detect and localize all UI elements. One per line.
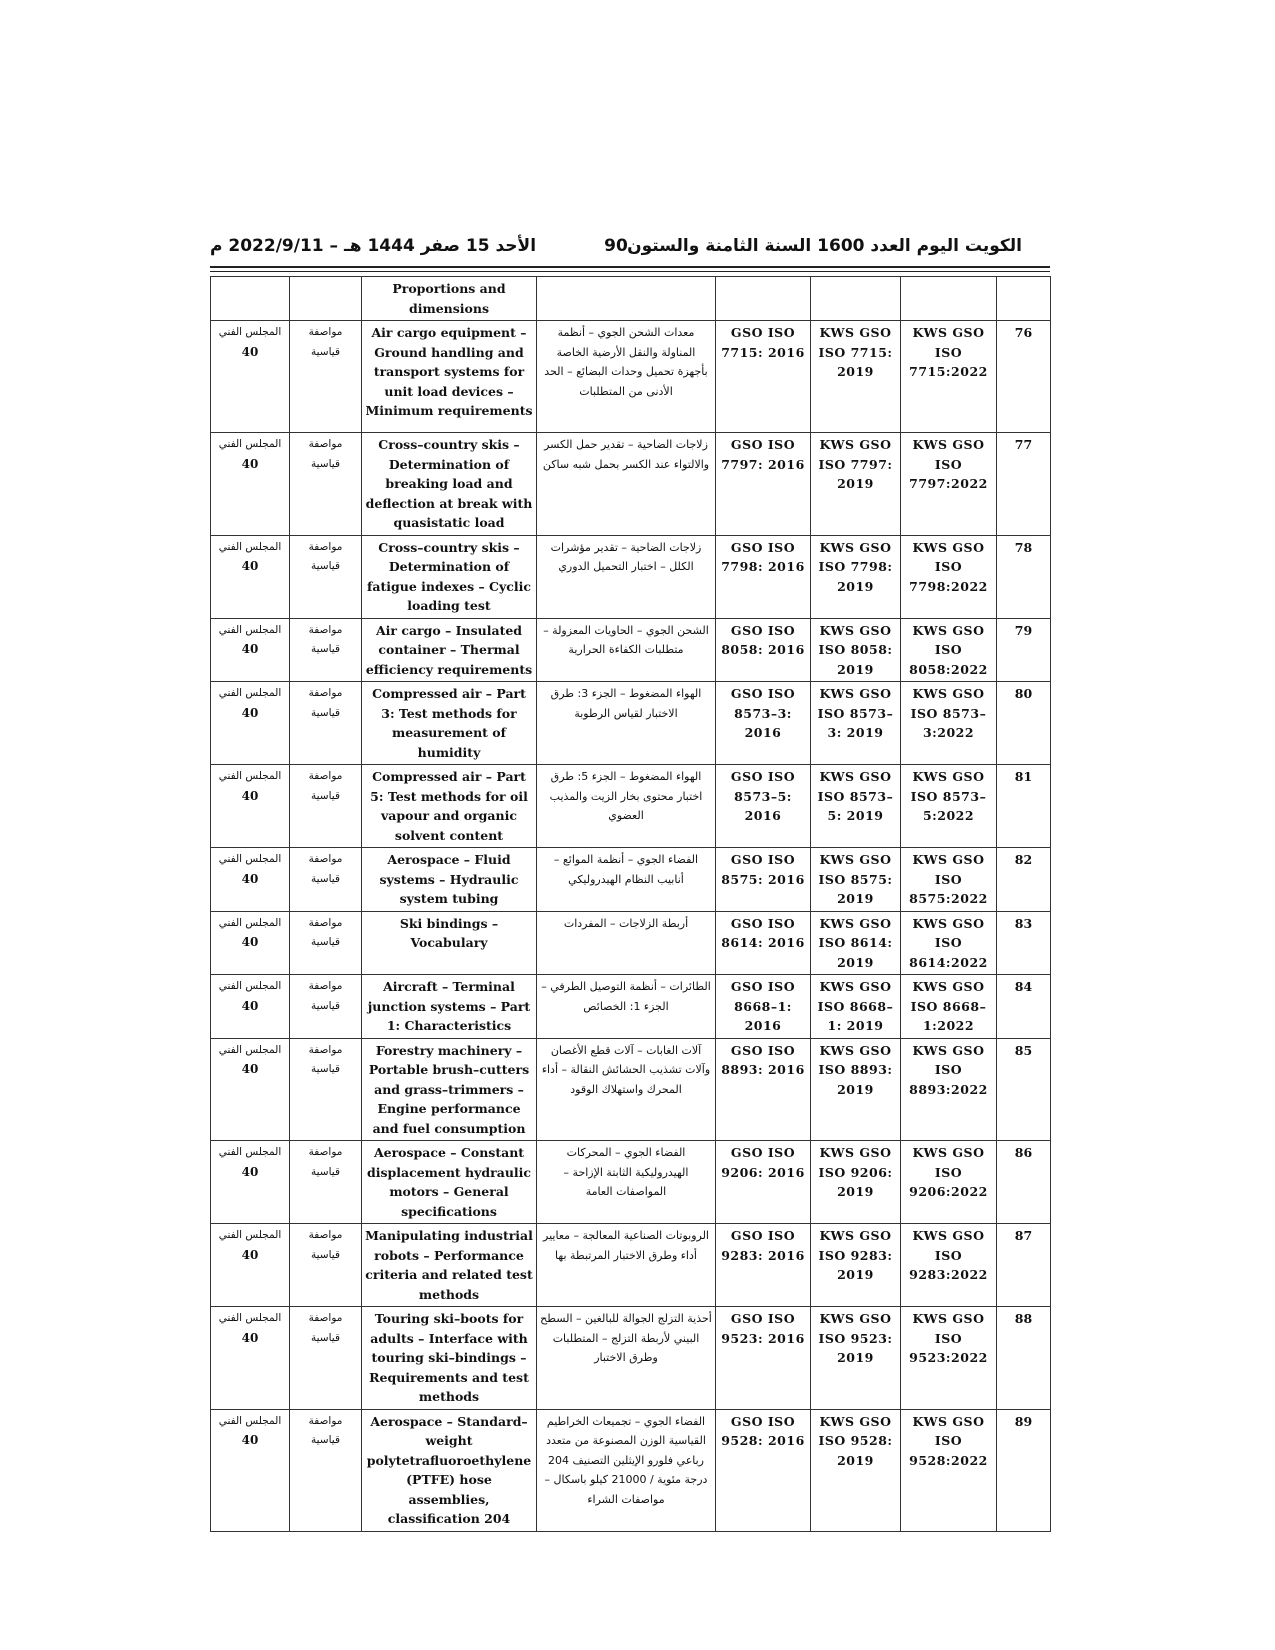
standard-type-cell	[290, 911, 362, 975]
committee-cell	[211, 1224, 290, 1307]
committee-cell	[211, 848, 290, 912]
page-number: 90	[604, 236, 628, 256]
standard-type: مواصفة قياسية	[308, 623, 343, 655]
gso-code-cell	[716, 1307, 811, 1410]
english-title-cell	[362, 1038, 537, 1141]
new-standard-code: KWS GSO ISO 8614:2022	[909, 915, 988, 970]
kws-code-cell	[811, 975, 901, 1039]
english-title: Compressed air – Part 3: Test methods for measurement of humidity	[372, 686, 526, 760]
arabic-title-cell	[537, 321, 716, 433]
kws-code-cell	[811, 1307, 901, 1410]
gso-standard-code: GSO ISO 8575: 2016	[721, 852, 805, 887]
standard-type: مواصفة قياسية	[308, 916, 343, 948]
arabic-title: الطائرات – أنظمة التوصيل الطرفي – الجزء 1: الخصائص	[541, 980, 711, 1013]
row-number-cell	[997, 848, 1051, 912]
standard-type-cell	[290, 848, 362, 912]
kws-code-cell	[811, 535, 901, 618]
committee-cell	[211, 433, 290, 536]
standard-type: مواصفة قياسية	[308, 1043, 343, 1075]
kws-code-cell	[811, 1038, 901, 1141]
cell-empty	[537, 277, 716, 321]
arabic-title: زلاجات الضاحية – تقدير حمل الكسر والالتواء عند الكسر بحمل شبه ساكن	[542, 438, 710, 471]
new-code-cell	[901, 765, 997, 848]
committee-cell	[211, 321, 290, 433]
standard-type: مواصفة قياسية	[308, 687, 343, 719]
gso-code-cell	[716, 682, 811, 765]
committee-name: المجلس الفني	[218, 1414, 282, 1427]
new-standard-code: KWS GSO ISO 8668–1:2022	[910, 979, 987, 1033]
row-number-cell	[997, 321, 1051, 433]
standard-type: مواصفة قياسية	[308, 980, 343, 1012]
committee-cell	[211, 535, 290, 618]
arabic-title: الفضاء الجوي – أنظمة الموائع – أنابيب النظام الهيدروليكي	[553, 853, 699, 886]
row-number-cell	[997, 765, 1051, 848]
standard-type: مواصفة قياسية	[308, 1229, 343, 1261]
kws-standard-code: KWS GSO ISO 9523: 2019	[818, 1311, 893, 1365]
row-number-cell	[997, 1409, 1051, 1531]
new-code-cell	[901, 433, 997, 536]
kws-standard-code: KWS GSO ISO 9283: 2019	[818, 1228, 893, 1282]
gso-standard-code: GSO ISO 8668–1: 2016	[730, 979, 796, 1033]
table-row	[211, 682, 1051, 765]
new-standard-code: KWS GSO ISO 7798:2022	[909, 539, 988, 594]
standard-type: مواصفة قياسية	[308, 1146, 343, 1178]
standard-type-cell	[290, 1224, 362, 1307]
kws-code-cell	[811, 911, 901, 975]
english-title: Aerospace – Standard–weight polytetrafluoroethylene (PTFE) hose assemblies, classification 204	[366, 1413, 532, 1526]
arabic-title: الفضاء الجوي – المحركات الهيدروليكية الثابتة الإزاحة – المواصفات العامة	[563, 1146, 689, 1198]
gso-code-cell	[716, 321, 811, 433]
standard-type: مواصفة قياسية	[308, 1312, 343, 1344]
new-standard-code: KWS GSO ISO 8058:2022	[909, 622, 988, 677]
gso-standard-code: GSO ISO 8893: 2016	[721, 1042, 805, 1077]
page-header	[210, 236, 1022, 266]
arabic-title-cell	[537, 433, 716, 536]
row-number: 77	[1014, 437, 1033, 452]
standard-type: مواصفة قياسية	[308, 326, 343, 358]
row-number-cell	[997, 682, 1051, 765]
table-row	[211, 1224, 1051, 1307]
arabic-title: الروبوتات الصناعية المعالجة – معايير أداء وطرق الاختبار المرتبطة بها	[543, 1229, 709, 1262]
standard-type-cell	[290, 975, 362, 1039]
arabic-title-cell	[537, 1141, 716, 1224]
committee-name: المجلس الفني	[218, 438, 282, 450]
standard-type-cell	[290, 765, 362, 848]
committee-number: 40	[241, 998, 259, 1013]
english-title: Aerospace – Constant displacement hydraulic motors – General specifications	[366, 1145, 532, 1219]
standard-type: مواصفة قياسية	[308, 1414, 343, 1446]
committee-name: المجلس الفني	[218, 540, 282, 553]
arabic-title-cell	[537, 1409, 716, 1531]
row-number: 83	[1014, 915, 1033, 931]
standard-type: مواصفة قياسية	[308, 540, 343, 572]
arabic-title-cell	[537, 911, 716, 975]
new-code-cell	[901, 618, 997, 682]
gso-code-cell	[716, 848, 811, 912]
arabic-title-cell	[537, 975, 716, 1039]
committee-name: المجلس الفني	[218, 853, 282, 865]
english-title-cell	[362, 277, 537, 321]
english-title-cell	[362, 1224, 537, 1307]
kws-code-cell	[811, 848, 901, 912]
kws-code-cell	[811, 618, 901, 682]
kws-standard-code: KWS GSO ISO 9528: 2019	[818, 1413, 893, 1468]
new-standard-code: KWS GSO ISO 8893:2022	[909, 1042, 988, 1097]
gso-code-cell	[716, 1409, 811, 1531]
committee-cell	[211, 1038, 290, 1141]
new-code-cell	[901, 535, 997, 618]
gso-code-cell	[716, 975, 811, 1039]
table-row	[211, 1409, 1051, 1531]
committee-number: 40	[241, 559, 259, 573]
committee-name: المجلس الفني	[218, 916, 282, 929]
arabic-title: الفضاء الجوي – تجميعات الخراطيم القياسية الوزن المصنوعة من متعدد رباعي فلورو الإيثلين التصنيف 204 درجة مئوية / 21000 كيلو باسكال – مواصفات الشراء	[544, 1414, 708, 1506]
table-row	[211, 765, 1051, 848]
row-number: 87	[1014, 1228, 1033, 1243]
standards-table-body	[211, 277, 1051, 1532]
new-code-cell	[901, 1141, 997, 1224]
english-title-cell	[362, 618, 537, 682]
row-number-cell	[997, 1224, 1051, 1307]
english-title: Compressed air – Part 5: Test methods for oil vapour and organic solvent content	[370, 769, 528, 843]
english-title: Cross–country skis – Determination of fatigue indexes – Cyclic loading test	[367, 539, 531, 613]
committee-cell	[211, 682, 290, 765]
kws-standard-code: KWS GSO ISO 8614: 2019	[818, 915, 893, 970]
gso-standard-code: GSO ISO 9283: 2016	[721, 1228, 805, 1263]
table-row	[211, 321, 1051, 433]
kws-code-cell	[811, 682, 901, 765]
committee-number: 40	[241, 705, 259, 720]
kws-code-cell	[811, 1409, 901, 1531]
publication-title: الكويت اليوم العدد 1600 السنة الثامنة والستون	[627, 236, 1022, 256]
row-number: 78	[1014, 539, 1033, 555]
gso-code-cell	[716, 1038, 811, 1141]
english-title-cell	[362, 433, 537, 536]
english-title: Air cargo equipment – Ground handling and transport systems for unit load devices – Minimum requirements	[365, 325, 533, 418]
row-number-cell	[997, 1038, 1051, 1141]
new-standard-code: KWS GSO ISO 7797:2022	[909, 437, 988, 491]
cell-empty	[901, 277, 997, 321]
arabic-title: أربطة الزلاجات – المفردات	[563, 916, 689, 930]
new-code-cell	[901, 321, 997, 433]
row-number-cell	[997, 433, 1051, 536]
new-standard-code: KWS GSO ISO 8575:2022	[909, 852, 988, 906]
row-number: 86	[1014, 1145, 1033, 1160]
gso-code-cell	[716, 618, 811, 682]
arabic-title-cell	[537, 535, 716, 618]
cell-empty	[211, 277, 290, 321]
cell-empty	[716, 277, 811, 321]
cell-empty	[997, 277, 1051, 321]
gso-standard-code: GSO ISO 9523: 2016	[721, 1311, 805, 1346]
new-code-cell	[901, 975, 997, 1039]
standards-table	[210, 276, 1051, 1532]
kws-standard-code: KWS GSO ISO 8575: 2019	[818, 852, 893, 906]
new-code-cell	[901, 911, 997, 975]
gso-standard-code: GSO ISO 9206: 2016	[721, 1145, 805, 1180]
arabic-title-cell	[537, 1307, 716, 1410]
english-title-cell	[362, 535, 537, 618]
issue-date: الأحد 15 صفر 1444 هـ – 2022/9/11 م	[210, 236, 537, 256]
new-standard-code: KWS GSO ISO 8573–5:2022	[910, 769, 987, 823]
committee-number: 40	[241, 642, 259, 656]
standard-type-cell	[290, 1409, 362, 1531]
kws-standard-code: KWS GSO ISO 9206: 2019	[818, 1145, 893, 1199]
header-rule	[210, 266, 1050, 268]
cell-empty	[290, 277, 362, 321]
new-code-cell	[901, 1307, 997, 1410]
english-title: Manipulating industrial robots – Performance criteria and related test methods	[365, 1228, 533, 1302]
english-title-cell	[362, 1307, 537, 1410]
gso-standard-code: GSO ISO 7797: 2016	[721, 437, 805, 472]
table-row	[211, 618, 1051, 682]
row-number: 88	[1014, 1311, 1033, 1326]
english-title-cell	[362, 975, 537, 1039]
gso-code-cell	[716, 765, 811, 848]
standard-type-cell	[290, 1141, 362, 1224]
new-standard-code: KWS GSO ISO 9283:2022	[909, 1228, 988, 1282]
arabic-title: آلات الغابات – آلات قطع الأغصان وآلات تشذيب الحشائش النقالة – أداء المحرك واستهلاك الوقود	[541, 1043, 711, 1096]
committee-cell	[211, 975, 290, 1039]
committee-name: المجلس الفني	[218, 687, 282, 699]
english-title-cell	[362, 1141, 537, 1224]
gso-standard-code: GSO ISO 9528: 2016	[721, 1413, 805, 1448]
row-number: 84	[1014, 979, 1033, 994]
committee-cell	[211, 911, 290, 975]
english-title: Aerospace – Fluid systems – Hydraulic system tubing	[379, 852, 519, 906]
english-title-cell	[362, 911, 537, 975]
row-number: 76	[1014, 325, 1033, 340]
committee-cell	[211, 1409, 290, 1531]
row-number-cell	[997, 1141, 1051, 1224]
committee-number: 40	[241, 1433, 259, 1447]
kws-standard-code: KWS GSO ISO 7798: 2019	[818, 539, 893, 594]
row-number-cell	[997, 618, 1051, 682]
standard-type-cell	[290, 682, 362, 765]
committee-number: 40	[241, 1062, 259, 1076]
english-title: Touring ski–boots for adults – Interface with touring ski–bindings – Requirements and test methods	[369, 1311, 529, 1404]
cell-empty	[811, 277, 901, 321]
new-standard-code: KWS GSO ISO 9206:2022	[909, 1145, 988, 1199]
committee-number: 40	[241, 935, 259, 949]
row-number: 89	[1014, 1413, 1033, 1429]
arabic-title: زلاجات الضاحية – تقدير مؤشرات الكلل – اختبار التحميل الدوري	[550, 540, 702, 573]
table-row	[211, 1038, 1051, 1141]
standard-type-cell	[290, 535, 362, 618]
english-title-cell	[362, 682, 537, 765]
standard-type-cell	[290, 321, 362, 433]
new-code-cell	[901, 848, 997, 912]
kws-standard-code: KWS GSO ISO 8573–3: 2019	[817, 686, 894, 740]
gso-code-cell	[716, 1224, 811, 1307]
english-title-cell	[362, 765, 537, 848]
new-standard-code: KWS GSO ISO 7715:2022	[909, 325, 988, 379]
row-number-cell	[997, 975, 1051, 1039]
gso-code-cell	[716, 911, 811, 975]
arabic-title-cell	[537, 1224, 716, 1307]
kws-code-cell	[811, 765, 901, 848]
gso-standard-code: GSO ISO 8573–3: 2016	[730, 686, 796, 740]
gso-standard-code: GSO ISO 7798: 2016	[721, 539, 805, 574]
standard-type: مواصفة قياسية	[308, 770, 343, 802]
row-number: 79	[1014, 622, 1033, 638]
committee-number: 40	[241, 788, 259, 803]
committee-number: 40	[241, 456, 259, 471]
table-row	[211, 433, 1051, 536]
new-code-cell	[901, 1038, 997, 1141]
english-title: Aircraft – Terminal junction systems – Part 1: Characteristics	[367, 979, 531, 1033]
english-title-cell	[362, 321, 537, 433]
table-row	[211, 535, 1051, 618]
english-title: Forestry machinery – Portable brush–cutters and grass–trimmers – Engine performance and fuel consumption	[368, 1042, 530, 1136]
gso-code-cell	[716, 1141, 811, 1224]
gso-standard-code: GSO ISO 7715: 2016	[721, 325, 805, 360]
row-number-cell	[997, 535, 1051, 618]
arabic-title-cell	[537, 618, 716, 682]
arabic-title: معدات الشحن الجوي – أنظمة المناولة والنقل الأرضية الخاصة بأجهزة تحميل وحدات البضائع – الحد الأدنى من المتطلبات	[544, 326, 708, 398]
arabic-title-cell	[537, 1038, 716, 1141]
kws-standard-code: KWS GSO ISO 8058: 2019	[818, 622, 893, 677]
arabic-title-cell	[537, 682, 716, 765]
committee-name: المجلس الفني	[218, 980, 282, 992]
english-title: Cross–country skis – Determination of breaking load and deflection at break with quasistatic load	[365, 437, 533, 530]
row-number-cell	[997, 1307, 1051, 1410]
english-title: Proportions and dimensions	[392, 281, 506, 316]
arabic-title-cell	[537, 765, 716, 848]
new-standard-code: KWS GSO ISO 9523:2022	[909, 1311, 988, 1365]
table-row	[211, 1307, 1051, 1410]
gso-standard-code: GSO ISO 8573–5: 2016	[730, 769, 796, 823]
committee-name: المجلس الفني	[218, 1043, 282, 1056]
row-number: 80	[1014, 686, 1033, 701]
kws-standard-code: KWS GSO ISO 8668–1: 2019	[817, 979, 894, 1033]
english-title-cell	[362, 1409, 537, 1531]
standard-type-cell	[290, 1307, 362, 1410]
row-number: 85	[1014, 1042, 1033, 1058]
english-title: Ski bindings – Vocabulary	[399, 915, 499, 950]
arabic-title: الشحن الجوي – الحاويات المعزولة – متطلبات الكفاءة الحرارية	[543, 623, 709, 656]
arabic-title: أحذية التزلج الجوالة للبالغين – السطح البيني لأربطة التزلج – المتطلبات وطرق الاختبار	[540, 1312, 712, 1364]
kws-code-cell	[811, 433, 901, 536]
header-rule-thin	[210, 271, 1050, 272]
gso-code-cell	[716, 535, 811, 618]
committee-number: 40	[241, 1247, 259, 1262]
committee-name: المجلس الفني	[218, 770, 282, 782]
new-standard-code: KWS GSO ISO 9528:2022	[909, 1413, 988, 1468]
committee-number: 40	[241, 1164, 259, 1179]
table-row	[211, 911, 1051, 975]
committee-name: المجلس الفني	[218, 1312, 282, 1324]
arabic-title: الهواء المضغوط – الجزء 5: طرق اختبار محتوى بخار الزيت والمذيب العضوي	[549, 770, 703, 822]
kws-standard-code: KWS GSO ISO 7797: 2019	[818, 437, 893, 491]
committee-cell	[211, 618, 290, 682]
committee-cell	[211, 1307, 290, 1410]
table-row	[211, 848, 1051, 912]
table-row-continuation	[211, 277, 1051, 321]
kws-code-cell	[811, 1141, 901, 1224]
kws-code-cell	[811, 321, 901, 433]
new-standard-code: KWS GSO ISO 8573–3:2022	[910, 686, 987, 740]
committee-cell	[211, 1141, 290, 1224]
standard-type: مواصفة قياسية	[308, 853, 343, 885]
english-title: Air cargo – Insulated container – Thermal efficiency requirements	[365, 622, 533, 677]
standard-type: مواصفة قياسية	[308, 438, 343, 470]
standard-type-cell	[290, 1038, 362, 1141]
arabic-title: الهواء المضغوط – الجزء 3: طرق الاختبار لقياس الرطوبة	[550, 687, 702, 720]
arabic-title-cell	[537, 848, 716, 912]
committee-number: 40	[241, 871, 259, 886]
kws-standard-code: KWS GSO ISO 8893: 2019	[818, 1042, 893, 1097]
committee-number: 40	[241, 344, 259, 359]
kws-standard-code: KWS GSO ISO 7715: 2019	[818, 325, 893, 379]
committee-name: المجلس الفني	[218, 623, 282, 636]
new-code-cell	[901, 1409, 997, 1531]
row-number: 82	[1014, 852, 1033, 867]
new-code-cell	[901, 1224, 997, 1307]
committee-cell	[211, 765, 290, 848]
table-row	[211, 975, 1051, 1039]
kws-standard-code: KWS GSO ISO 8573–5: 2019	[817, 769, 894, 823]
committee-name: المجلس الفني	[218, 1229, 282, 1241]
standard-type-cell	[290, 433, 362, 536]
standard-type-cell	[290, 618, 362, 682]
kws-code-cell	[811, 1224, 901, 1307]
committee-name: المجلس الفني	[218, 1146, 282, 1158]
table-row	[211, 1141, 1051, 1224]
gso-code-cell	[716, 433, 811, 536]
committee-name: المجلس الفني	[218, 326, 282, 338]
row-number: 81	[1014, 769, 1033, 784]
new-code-cell	[901, 682, 997, 765]
committee-number: 40	[241, 1330, 259, 1345]
row-number-cell	[997, 911, 1051, 975]
gso-standard-code: GSO ISO 8614: 2016	[721, 915, 805, 950]
gso-standard-code: GSO ISO 8058: 2016	[721, 622, 805, 657]
english-title-cell	[362, 848, 537, 912]
